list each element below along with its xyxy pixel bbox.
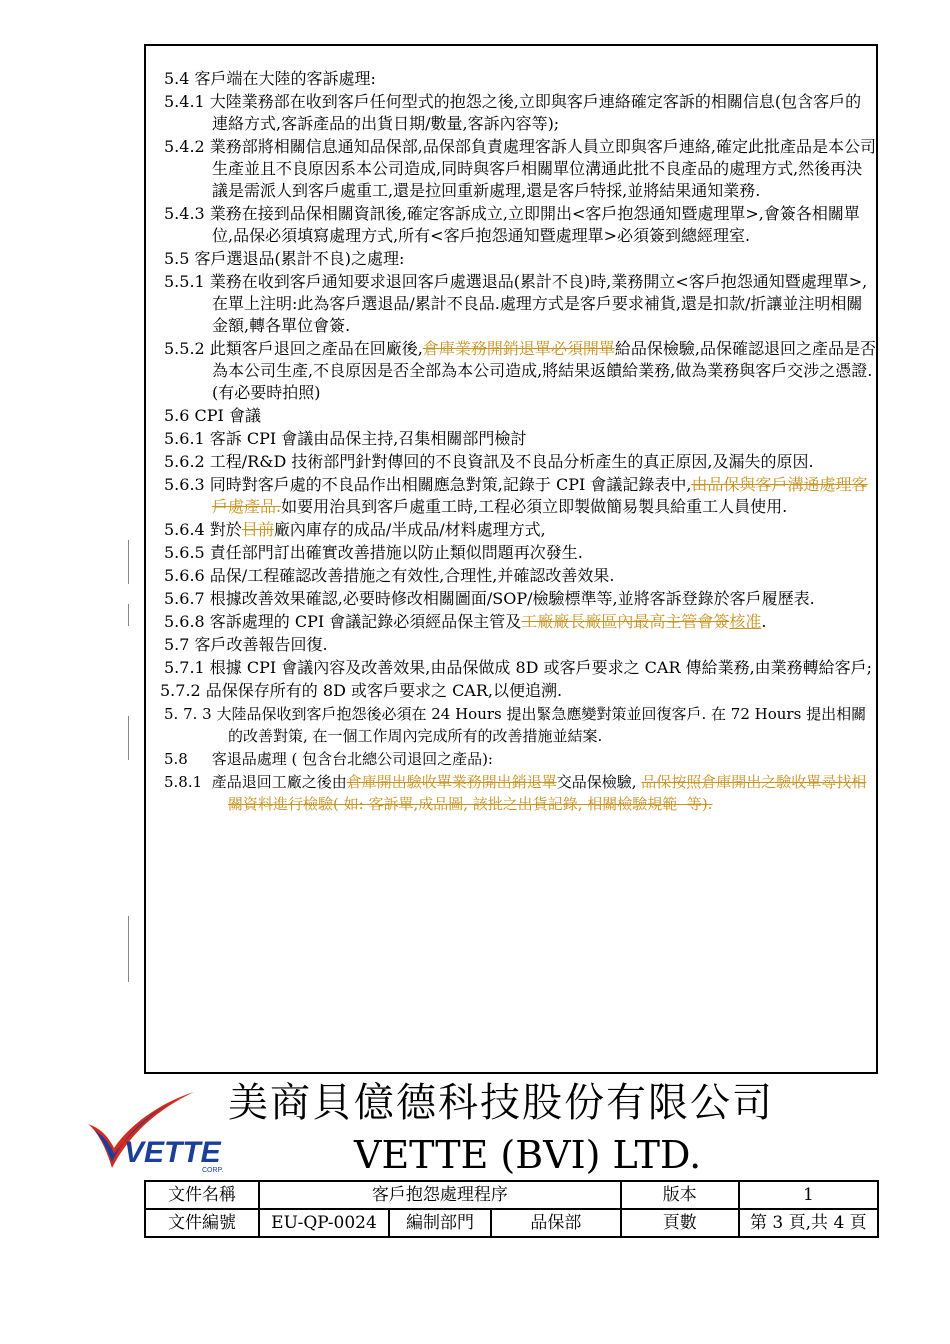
table-row xyxy=(145,1209,878,1237)
version-label: 版本 xyxy=(621,1181,739,1209)
table-row xyxy=(145,1181,878,1209)
change-bar xyxy=(128,916,129,982)
deleted-text: 工廠廠長廠區內最高主管會簽 xyxy=(521,612,730,631)
company-name-chinese: 美商貝億德科技股份有限公司 xyxy=(228,1080,774,1126)
deleted-text: 品保按照倉庫開出之驗收單尋找相關資料進行檢驗( 如: 客訴單,成品圖, 該批之出貨記錄, 相關檢驗規範 等). xyxy=(228,773,867,813)
text: 給品保檢驗,品保確認退回之產品是否為本公司生產,不良原因是否全部為本公司造成,將結果返饋給業務,做為業務與客戶交涉之憑證.(有必要時拍照) xyxy=(212,339,876,402)
vette-logo xyxy=(84,1088,232,1174)
logo-text: VETTE xyxy=(124,1136,221,1169)
text: 交品保檢驗, xyxy=(556,773,642,791)
dept-label: 編制部門 xyxy=(389,1209,491,1237)
inserted-text: 核准 xyxy=(729,612,762,631)
section-5-5-2 xyxy=(164,338,876,404)
section-5-6-8 xyxy=(164,611,876,633)
text: 5.6.4 對於 xyxy=(164,520,242,539)
text: 5.6.3 同時對客戶處的不良品作出相關應急對策,記錄于 CPI 會議記錄表中, xyxy=(164,475,692,494)
doc-no-label: 文件編號 xyxy=(145,1209,259,1237)
deleted-text: 目前 xyxy=(241,520,274,539)
section-5-8: 5.8 客退品處理 ( 包含台北總公司退回之產品): xyxy=(164,750,493,768)
section-5-6: 5.6 CPI 會議 xyxy=(164,406,261,425)
section-5-7: 5.7 客戶改善報告回復. xyxy=(164,635,328,654)
version: 1 xyxy=(739,1181,878,1209)
section-5-6-6: 5.6.6 品保/工程確認改善措施之有效性,合理性,并確認改善效果. xyxy=(164,566,615,585)
text: 5.6.8 客訴處理的 CPI 會議記錄必須經品保主管及 xyxy=(164,612,522,631)
document-body xyxy=(160,68,876,816)
section-5-4-2: 5.4.2 業務部將相關信息通知品保部,品保部負責處理客訴人員立即與客戶連絡,確定此批產品是本公司生產並且不良原因系本公司造成,同時與客戶相關單位溝通此批不良產品的處理方式,然後再決議是需派人到客戶處重工,還是拉回重新處理,還是客戶特採,並將結果通知業務. xyxy=(164,137,876,200)
section-5-7-1: 5.7.1 根據 CPI 會議內容及改善效果,由品保做成 8D 或客戶要求之 CAR 傳給業務,由業務轉給客戶; xyxy=(164,658,873,677)
page-label: 頁數 xyxy=(621,1209,739,1237)
document-info-table xyxy=(144,1180,879,1238)
company-name-english: VETTE (BVI) LTD. xyxy=(354,1133,702,1177)
text: . xyxy=(761,612,767,631)
doc-no: EU-QP-0024 xyxy=(259,1209,389,1237)
change-bar xyxy=(128,716,129,760)
change-bar xyxy=(128,540,129,584)
dept: 品保部 xyxy=(491,1209,621,1237)
change-bar xyxy=(128,604,129,626)
logo-subtext: CORP. xyxy=(202,1167,224,1174)
deleted-text: 由品保與客戶溝通處理客戶處產品. xyxy=(212,475,868,516)
doc-name-label: 文件名稱 xyxy=(145,1181,259,1209)
section-5-6-3 xyxy=(164,474,876,518)
text: 5.5.2 此類客戶退回之產品在回廠後, xyxy=(164,339,423,358)
section-5-7-3: 5. 7. 3 大陸品保收到客戶抱怨後必須在 24 Hours 提出緊急應變對策並回復客戶. 在 72 Hours 提出相關的改善對策, 在一個工作周內完成所有的改善措施並結案. xyxy=(164,705,867,745)
page-number: 第 3 頁,共 4 頁 xyxy=(739,1209,878,1237)
section-5-6-1: 5.6.1 客訴 CPI 會議由品保主持,召集相關部門檢討 xyxy=(164,429,527,448)
deleted-text: 倉庫開出驗收單業務開出銷退單 xyxy=(346,773,557,791)
section-5-8-1 xyxy=(164,771,876,815)
section-5-6-4 xyxy=(164,519,876,541)
section-5-4-1: 5.4.1 大陸業務部在收到客戶任何型式的抱怨之後,立即與客戶連絡確定客訴的相關信息(包含客戶的連絡方式,客訴產品的出貨日期/數量,客訴內容等); xyxy=(164,92,862,133)
section-5-6-7: 5.6.7 根據改善效果確認,必要時修改相關圖面/SOP/檢驗標準等,並將客訴登錄於客戶履歷表. xyxy=(164,589,815,608)
section-5-5: 5.5 客戶選退品(累計不良)之處理: xyxy=(164,249,405,268)
section-5-4: 5.4 客戶端在大陸的客訴處理: xyxy=(164,69,376,88)
text: 如要用治具到客戶處重工時,工程必須立即製做簡易製具給重工人員使用. xyxy=(281,497,788,516)
doc-name: 客戶抱怨處理程序 xyxy=(259,1181,621,1209)
section-5-7-2: 5.7.2 品保保存所有的 8D 或客戶要求之 CAR,以便追溯. xyxy=(160,681,563,700)
section-5-6-5: 5.6.5 責任部門訂出確實改善措施以防止類似問題再次發生. xyxy=(164,543,583,562)
text: 廠內庫存的成品/半成品/材料處理方式, xyxy=(273,520,546,539)
deleted-text: 倉庫業務開銷退單必須開單 xyxy=(422,339,615,358)
section-5-4-3: 5.4.3 業務在接到品保相關資訊後,確定客訴成立,立即開出<客戶抱怨通知暨處理單>,會簽各相關單位,品保必須填寫處理方式,所有<客戶抱怨通知暨處理單>必須簽到總經理室. xyxy=(164,204,860,245)
section-5-5-1: 5.5.1 業務在收到客戶通知要求退回客戶處選退品(累計不良)時,業務開立<客戶抱怨通知暨處理單>,在單上注明:此為客戶選退品/累計不良品.處理方式是客戶要求補貨,還是扣款/折讓並注明相關金額,轉各單位會簽. xyxy=(164,272,868,335)
section-5-6-2: 5.6.2 工程/R&D 技術部門針對傳回的不良資訊及不良品分析產生的真正原因,及漏失的原因. xyxy=(164,452,814,471)
text: 5.8.1 產品退回工廠之後由 xyxy=(164,773,347,791)
